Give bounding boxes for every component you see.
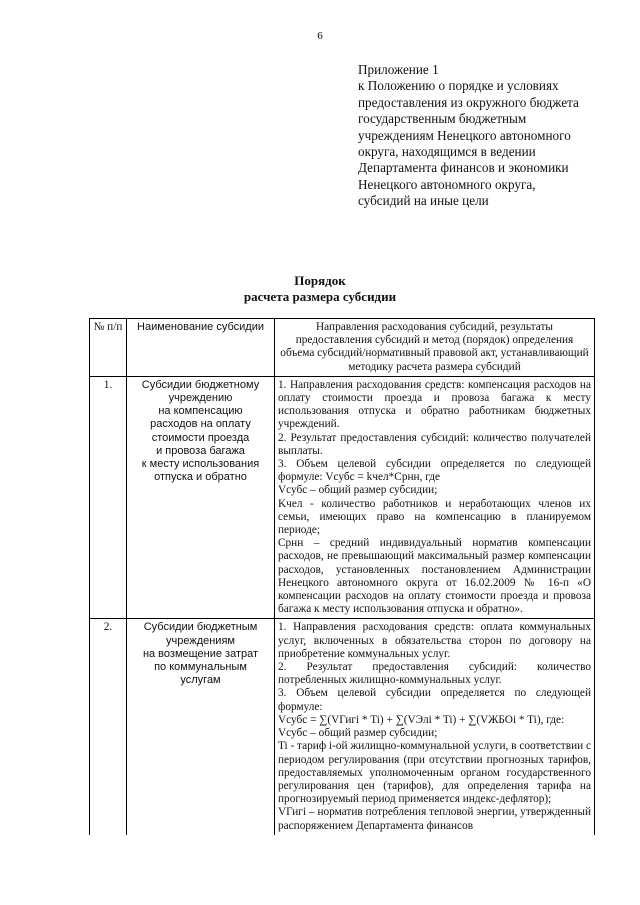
row-direction [275, 619, 595, 835]
name-line: отпуска и обратно [154, 471, 247, 484]
paragraph: 1. Направления расходования средств: компенсация расходов на оплату стоимости проезда и провоза багажа к месту использования отпуска и обратно работникам бюджетных учреждений. [278, 378, 591, 431]
row-num: 2. [90, 619, 127, 835]
appendix-line: Департамента финансов и экономики [358, 160, 569, 176]
page-number: 6 [317, 30, 323, 42]
name-line: Субсидии бюджетным [143, 621, 258, 634]
paragraph: 1. Направления расходования средств: оплата коммунальных услуг, включенных в обязательства сторон по договору на приобретение коммунальных услуг. [278, 621, 591, 660]
appendix-line: учреждениям Ненецкого автономного [358, 127, 571, 143]
name-line: на возмещение затрат [142, 647, 259, 660]
appendix-line: субсидий на иные цели [358, 193, 489, 209]
paragraph: 2. Результат предоставления субсидий: количество получателей выплаты. [278, 431, 591, 457]
name-line: и провоза багажа [156, 444, 245, 457]
paragraph: Vсубс – общий размер субсидии; [278, 727, 438, 740]
appendix-line: округа, находящимся в ведении [358, 144, 536, 160]
table-header-row [90, 319, 595, 377]
subsidy-table [89, 318, 595, 835]
appendix-line: предоставления из окружного бюджета [358, 94, 579, 110]
paragraph: Ti - тариф i-ой жилищно-коммунальной услуги, в соответствии с периодом регулирования (при отсутствии прогнозных тарифов, предоставляемых уполномоченным органом государственного регулирования цен (тарифов), для определения тарифа на прогнозируемый период применяется индекс-дефлятор); [278, 740, 591, 806]
appendix-line: государственным бюджетным [358, 111, 527, 127]
row-num: 1. [90, 376, 127, 619]
name-line: учреждениям [166, 634, 235, 647]
header-direction: Направления расходования субсидий, результаты предоставления субсидий и метод (порядок) определения объема субсидий/нормативный правовой акт, устанавливающий методику расчета размера субсидий [275, 319, 595, 377]
paragraph: Kчел - количество работников и неработающих членов их семьи, имеющих право на компенсацию в планируемом периоде; [278, 497, 591, 537]
paragraph: Vсубс – общий размер субсидии; [278, 484, 438, 497]
paragraph: 2. Результат предоставления субсидий: количество потребленных жилищно-коммунальных услуг. [278, 661, 591, 687]
row-direction [275, 376, 595, 619]
table-row [90, 376, 595, 619]
title-line: расчета размера субсидии [243, 288, 397, 304]
appendix-line: Приложение 1 [358, 62, 439, 77]
name-line: расходов на оплату [150, 418, 251, 431]
name-line: услугам [180, 674, 221, 687]
name-line: к месту использования [141, 458, 260, 471]
appendix-header [358, 62, 628, 210]
name-line: учреждению [168, 392, 233, 405]
title-line: Порядок [294, 273, 346, 288]
name-line: на компенсацию [158, 405, 243, 418]
header-num: № п/п [90, 319, 127, 377]
header-name: Наименование субсидии [127, 319, 275, 377]
table-row [90, 619, 595, 835]
name-line: по коммунальным [154, 661, 247, 674]
appendix-line: к Положению о порядке и условиях [358, 78, 559, 94]
paragraph: Срнн – средний индивидуальный норматив компенсации расходов, не превышающий максимальный размер компенсации расходов, установленных постановлением Администрации Ненецкого автономного округа от 16.02.2009 № 16-п «О компенсации расходов на оплату стоимости проезда и провоза багажа к месту использования отпуска и обратно». [278, 537, 591, 616]
row-name [127, 619, 275, 835]
name-line: Субсидии бюджетному [141, 378, 260, 391]
paragraph: VГигi – норматив потребления тепловой энергии, утвержденный распоряжением Департамента финансов [278, 806, 591, 832]
paragraph: 3. Объем целевой субсидии определяется по следующей формуле: [278, 687, 591, 713]
paragraph: Vсубс = ∑(VГигi * Ti) + ∑(VЭлi * Ti) + ∑(VЖБОi * Ti), где: [278, 713, 565, 726]
document-title [0, 273, 640, 304]
row-name [127, 376, 275, 619]
appendix-line: Ненецкого автономного округа, [358, 176, 536, 192]
paragraph: 3. Объем целевой субсидии определяется по следующей формуле: Vсубс = kчел*Срнн, где [278, 458, 591, 484]
name-line: стоимости проезда [151, 431, 250, 444]
